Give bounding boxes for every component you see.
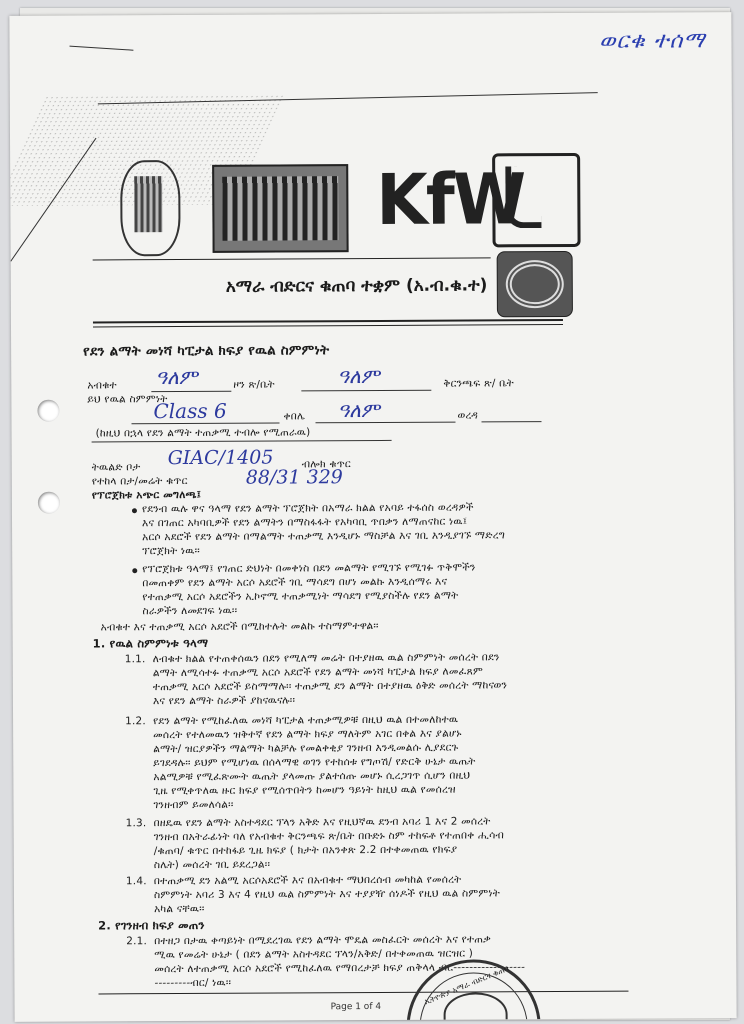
clause-line: ልማት/ ዝርያዎችን ማልማት ካልቻሉ የመልቀቂያ ገንዘብ እንዲመልሱ ሊያደርጉ <box>153 741 459 756</box>
paragraph-line: የተጠቃሚ አርሶ አደሮችን ኢኮኖሚ ተጠቃሚነት ማሳደግ የሚያስችሉ የደን ልማት <box>142 589 459 604</box>
clause-line: ሚዉ የመሬት ሁኔታ ( በደን ልማት አስተዳደር ፕላን/አቅድ/ በተቀመጠዉ ዝርዝር ) <box>154 947 474 962</box>
clause-number: 1.1. <box>124 653 146 666</box>
clause-line: መሰረት ለተጠቃሚ አርሶ አደሮች የሚከፈለዉ የማበረታቻ ክፍያ ጠቅላላ ብር------------------ <box>154 961 526 976</box>
handwritten-name: ወርቁ ተሰማ <box>599 28 706 54</box>
paragraph-line: ስራዎችን ለመደገፍ ነዉ፡፡ <box>142 604 238 618</box>
form-label: ብሎክ ቁጥር <box>301 458 351 471</box>
clause-line: ለብቁተ ክልል የተጠቀሰዉን በደን የሚለማ መሬት በተያዘዉ ዉል ስምምነት መሰረት በደን <box>152 651 500 666</box>
section-heading: 1. የዉል ስምምነቱ ዓላማ <box>92 635 209 651</box>
fill-line <box>151 391 231 392</box>
clause-line: ---------ብር/ ነዉ፡፡ <box>154 976 232 990</box>
form-label: ቅርንጫፍ ጽ/ ቤት <box>443 377 514 390</box>
clause-line: የደን ልማት የሚከፈለዉ መነሻ ካፒታል ተጠቃሚዎቹ በዚህ ዉል በተመለከተዉ <box>153 713 459 728</box>
fill-line <box>301 390 431 392</box>
clause-line: ገንዘብም ይመለሳል፡፡ <box>153 798 234 812</box>
form-label: የተከላ በታ/መሬት ቁጥር <box>91 474 188 488</box>
partner-logo <box>492 153 580 247</box>
clause-line: ጊዜ የሚቀጥለዉ ዙር ክፍያ የሚሰጥበትን ከመሆን ዓይነት ከዚህ ዉል የመሰረዝ <box>153 783 456 798</box>
header-rule <box>93 257 491 260</box>
clause-line: ገንዘብ በአትራፊነት ባለ የአብቁተ ቅርንጫፍ ጽ/ቤት በቡድኑ ስም ተከፍቶ የተጠበቀ ሒሳብ <box>153 829 505 844</box>
clause-line: ስምምነት አባሪ 3 እና 4 የዚህ ዉል ስምምነት እና ተያያዥ ሰነዶች የዚህ ዉል ስምምነት <box>153 887 501 902</box>
clause-line: በዘዴዉ የደን ልማት አስተዳደር ፕላን አቅድ እና የዚህኛዉ ደንብ አባሪ 1 እና 2 መሰረት <box>153 815 491 830</box>
paragraph-line: አብቁተ እና ተጠቃሚ አርሶ አደሮች በሚከተሉት መልኩ ተስማምተዋል፡፡ <box>100 619 379 634</box>
clause-line: /ቁጠባ/ ቁጥር በተከፋይ ጊዜ ክፍያ ( ክታት በአንቀጽ 2.2 በተቀመጠዉ የክፍያ <box>153 843 458 858</box>
handwritten-entry: ዓለም <box>155 364 198 390</box>
punch-hole <box>37 400 59 422</box>
agreement-title: የደን ልማት መነሻ ካፒታል ክፍያ የዉል ስምምነት <box>83 342 330 360</box>
section-label: የፕሮጀክቱ አጭር መግለጫ፤ <box>91 488 202 502</box>
emblem-logo <box>120 160 181 256</box>
paragraph-line: እና በገጠር አካባቢዎች የደን ልማትን በማስፋፋት የአካባቢ ጥበቃን ለማጠናከር ነዉ፤ <box>141 515 468 530</box>
stamp-emblem <box>443 992 507 1022</box>
page-number: Page 1 of 4 <box>330 1001 382 1013</box>
handwritten-entry: GIAC/1405 <box>167 446 274 470</box>
form-label: ቀበሌ <box>283 410 305 423</box>
clause-line: መሰረት የተለመዉን ዝቅተኛ የደን ልማት ክፍያ ማለትም አገር በቀል እና ያልሆኑ <box>153 727 462 742</box>
acsi-logo <box>497 251 573 317</box>
handwritten-entry: Class 6 <box>153 398 227 424</box>
org-title: አማራ ብድርና ቁጠባ ተቋም (አ.ብ.ቁ.ተ) <box>225 275 488 297</box>
paragraph-line: ፕሮጀክት ነዉ፡፡ <box>142 544 200 558</box>
stamp-text: ኢትዮጵያ አማራ ብድርና ቁጠባ <box>422 963 511 1007</box>
form-label: ይህ የዉል ስምምነት <box>87 393 168 406</box>
form-label: ወረዳ <box>457 409 479 422</box>
building-logo <box>212 164 348 253</box>
clause-number: 1.3. <box>125 817 147 830</box>
footer-rule <box>98 991 628 995</box>
clause-line: አካል ናቸዉ፡፡ <box>154 902 205 916</box>
clause-line: ይገደዳሉ፡፡ ይህም የሚሆነዉ በሰላማዊ ወገን የተከሰቱ የግጦሽ/ የድርቅ ሁኔታ ዉጤት <box>153 755 476 770</box>
paragraph-line: የፕሮጀክቱ ዓላማ፤ የገጠር ድህነት በመቀነስ በደን መልማት የሚገኙ የሚገፉ ጥቅሞችን <box>142 561 476 576</box>
header-rule <box>93 319 563 323</box>
fill-line <box>132 422 280 424</box>
clause-number: 1.2. <box>125 715 146 728</box>
fill-line <box>92 440 392 443</box>
clause-number: 1.4. <box>125 875 147 888</box>
handwritten-entry: ዓለም <box>337 397 380 423</box>
section-heading: 2. የገንዘብ ክፍያ መጠን <box>98 917 205 933</box>
clause-number: 2.1. <box>126 935 148 948</box>
kfw-logo: KfW <box>376 158 525 241</box>
clause-line: በተዘጋ በታዉ ቀጣይነት በሚደረገዉ የደን ልማት ሞዴል መስፈርት መሰረት እና የተጠቃ <box>154 933 492 948</box>
scan-artifact-line <box>69 46 133 51</box>
clause-line: ልማት ለሚሳተፉ ተጠቃሚ አርሶ አደሮች የደን ልማት መነሻ ካፒታል ክፍያ ለመፈጸም <box>152 665 484 680</box>
clause-line: ስሌት) መሰረት ገቢ ይደረጋል፡፡ <box>153 858 271 872</box>
form-label: አብቁተ <box>87 379 117 392</box>
document-page <box>9 12 736 1022</box>
bullet <box>132 568 137 573</box>
header-rule <box>93 324 563 327</box>
punch-hole <box>38 492 60 514</box>
paragraph-line: የደንብ ዉሉ ዋና ዓላማ የደን ልማት ፕሮጀክት በአማራ ክልል የአባይ ተፋሰስ ወረዳዎች <box>141 501 474 516</box>
clause-line: አልሚዎቹ የሚፈጽሙት ዉጤት ያላመጡ ያልተሰጡ መሆኑ ሲረጋገጥ ሲሆን በዚህ <box>153 769 471 784</box>
paragraph-line: በመጠቀም የደን ልማት አርሶ አደሮች ገቢ ማሳደግ በሆነ መልኩ እንዲሰማሩ እና <box>142 575 448 590</box>
form-note: (ከዚህ በኋላ የደን ልማት ተጠቃሚ ተብሎ የሚጠራዉ) <box>95 426 311 440</box>
clause-line: ተጠቃሚ አርሶ አደሮች ይስማማሉ፡፡ ተጠቃሚ ደን ልማት በተያዘዉ ዕቅድ መሰረት ማከናወን <box>152 679 508 694</box>
clause-line: እና የደን ልማት ስራዎች ያከናዉናሉ፡፡ <box>152 694 296 708</box>
bullet <box>132 508 137 513</box>
form-label: ትዉልድ ቦታ <box>91 461 141 474</box>
handwritten-entry: ዓለም <box>337 363 380 389</box>
paragraph-line: አርሶ አደሮች የደን ልማት በማልማት ተጠቃሚ እንዲሆኑ ማስቻል እና ገቢ እንዲያገኙ ማድረግ <box>142 529 506 544</box>
handwritten-entry: 88/31 329 <box>245 466 343 489</box>
form-label: ዞን ጽ/ቤት <box>233 378 275 391</box>
clause-line: በተጠቃሚ ደን አልሚ አርሶአደሮች እና በአብቁተ ማህበረሰብ መካከል የመሰረት <box>153 873 462 888</box>
fill-line <box>316 422 456 424</box>
fill-line <box>482 421 542 422</box>
